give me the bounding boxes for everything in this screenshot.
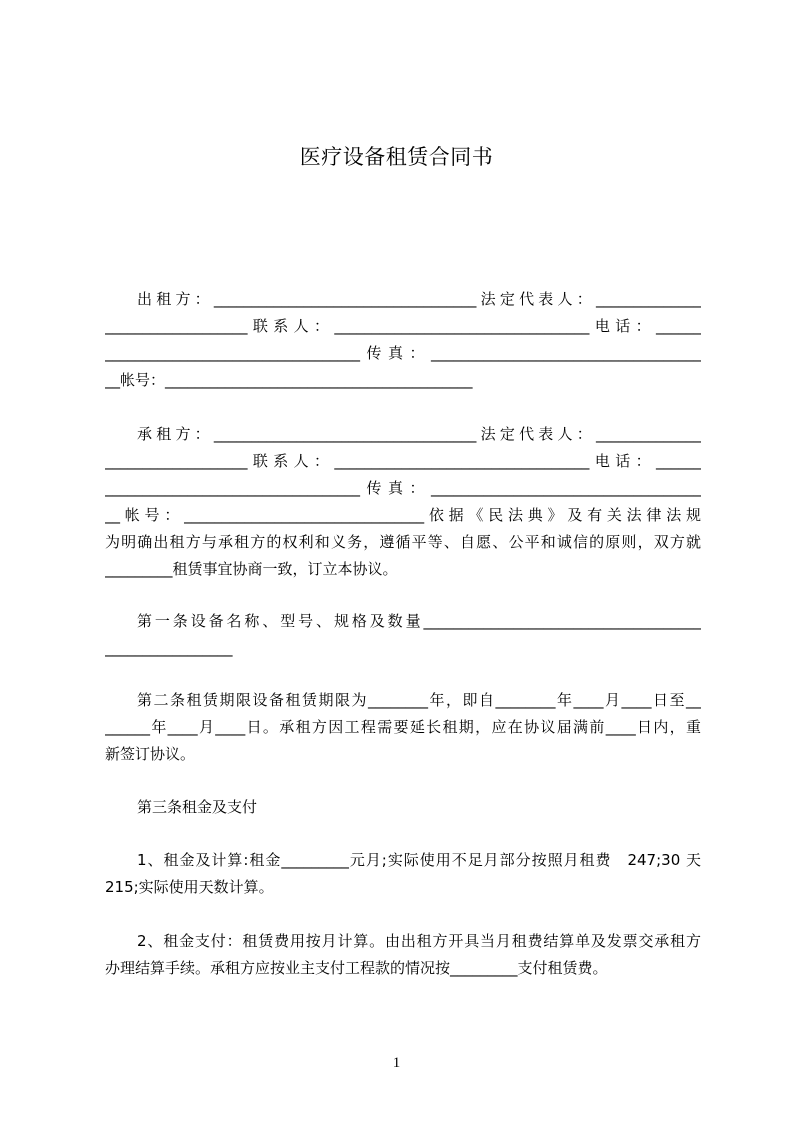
article-1-line-1: 第一条设备名称、型号、规格及数量_____________________________________	[137, 612, 701, 630]
article-1	[105, 608, 701, 662]
lessor-line-3: __________________________________传真：____________________________________	[105, 344, 701, 362]
lessor-section	[105, 286, 701, 394]
lessee-line-5: 为明确出租方与承租方的权利和义务，遵循平等、自愿、公平和诚信的原则，双方就	[105, 533, 701, 551]
lessee-line-2: ___________________联系人：__________________________________电话：______	[105, 452, 701, 470]
article-1-line-2: _________________	[105, 639, 233, 657]
article-2-line-2: ______年____月____日。承租方因工程需要延长租期，应在协议届满前____日内，重	[105, 718, 701, 736]
lessor-line-4: __帐号：_________________________________________	[105, 371, 473, 389]
article-3-heading-text: 第三条租金及支付	[137, 798, 258, 816]
lessor-line-2: ___________________联系人：__________________________________电话：______	[105, 317, 701, 335]
lessee-section	[105, 421, 701, 583]
article-2-line-1: 第二条租赁期限设备租赁期限为________年，即自________年____月____日至__	[137, 691, 701, 709]
clause-1-line-1: 1、租金及计算:租金_________元月;实际使用不足月部分按照月租费 247;30 天	[137, 851, 701, 869]
article-3-clause-1	[105, 847, 701, 901]
lessee-line-4: __帐号：________________________________依据《民法典》及有关法律法规	[105, 506, 701, 524]
clause-2-line-2: 办理结算手续。承租方应按业主支付工程款的情况按_________支付租赁费。	[105, 959, 608, 977]
lessee-line-6: _________租赁事宜协商一致，订立本协议。	[105, 560, 398, 578]
article-2	[105, 687, 701, 768]
lessor-line-1: 出租方：___________________________________法定代表人：______________	[137, 290, 701, 308]
document-title: 医疗设备租赁合同书	[299, 145, 494, 169]
article-3-heading	[105, 794, 701, 821]
lessee-line-3: __________________________________传真：____________________________________	[105, 479, 701, 497]
lessee-line-1: 承租方：___________________________________法定代表人：______________	[137, 425, 701, 443]
page-number: 1	[392, 1055, 401, 1071]
clause-2-line-1: 2、租金支付：租赁费用按月计算。由出租方开具当月租费结算单及发票交承租方	[137, 932, 701, 950]
clause-1-line-2: 215;实际使用天数计算。	[105, 878, 274, 896]
article-2-line-3: 新签订协议。	[105, 745, 196, 763]
article-3-clause-2	[105, 928, 701, 982]
